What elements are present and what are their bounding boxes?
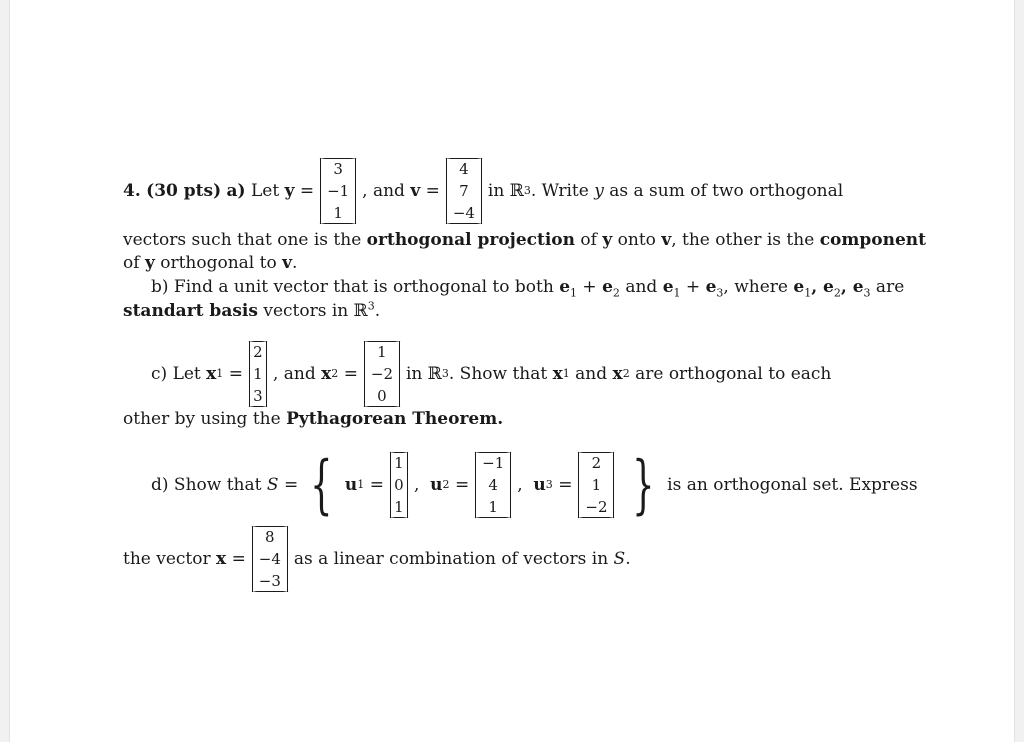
matrix-entry: 8 [265, 528, 275, 546]
var-S: S [613, 549, 626, 569]
var-S: S [266, 475, 279, 495]
var-y: y [144, 253, 155, 273]
matrix-entry: 7 [459, 182, 469, 200]
text: in [487, 181, 505, 201]
text: , where [723, 277, 788, 297]
subscript: 1 [673, 286, 681, 300]
subscript: 2 [612, 286, 620, 300]
equals: = [454, 475, 470, 495]
var-u: u [430, 475, 443, 495]
matrix-entry: 3 [253, 387, 263, 405]
var-e: e [705, 277, 717, 297]
text: Let [251, 181, 280, 201]
text: and [575, 364, 608, 384]
text: + [577, 277, 603, 297]
part-d-label: d) [151, 475, 169, 495]
text: is an orthogonal set. Express [667, 475, 918, 495]
matrix-x1 [249, 341, 267, 407]
part-d-line-2 [123, 521, 631, 597]
subscript: 3 [716, 286, 724, 300]
var-e: e [662, 277, 674, 297]
subscript: 1 [570, 286, 578, 300]
matrix-u3 [578, 452, 614, 518]
text: as a sum of two orthogonal [609, 181, 844, 201]
matrix-entry: 0 [377, 387, 387, 405]
var-v: v [282, 253, 293, 273]
matrix-entry: −4 [258, 550, 281, 568]
matrix-entry: 1 [377, 343, 387, 361]
comma: , [517, 475, 523, 495]
right-brace: } [632, 448, 655, 522]
matrix-entry: 1 [333, 204, 343, 222]
matrix-entry: 1 [488, 498, 498, 516]
equals: = [343, 364, 358, 384]
text: vectors in [263, 301, 349, 321]
matrix-entry: 1 [394, 498, 404, 516]
matrix-entry: 4 [459, 160, 469, 178]
text: , and [362, 181, 405, 201]
var-y: y [284, 181, 295, 201]
text: are [870, 277, 905, 297]
real-numbers-symbol: ℝ [427, 364, 442, 384]
var-u: u [344, 475, 358, 495]
part-a-line-1: 4. (30 pts) a) Let y = 3 −1 1 , and v = 4 7 −4 in ℝ 3 . Write y as a sum of two orthogonal [123, 160, 844, 222]
text: as a linear combination of vectors in [293, 549, 609, 569]
var-e: , e [840, 277, 864, 297]
var-y: y [602, 230, 613, 250]
matrix-entry: −2 [585, 498, 608, 516]
exponent: 3 [367, 299, 375, 313]
var-x: x [321, 364, 332, 384]
left-frame [0, 0, 10, 742]
text: . Write [530, 181, 589, 201]
matrix-u1 [390, 452, 408, 518]
matrix-x2 [364, 341, 400, 407]
var-v: v [410, 181, 421, 201]
part-d-line-1: d) Show that S = { u 1 = 1 0 1 , u 2 = −1 4 1 , u 3 = 2 1 −2 } is an orthogonal set. Express [151, 448, 918, 522]
part-b-line-1 [151, 276, 904, 298]
var-x: x [216, 549, 227, 569]
bold-term: component [819, 230, 926, 250]
part-c-label: c) [151, 364, 168, 384]
subscript: 1 [804, 286, 812, 300]
text: . [292, 253, 298, 273]
matrix-entry: −3 [258, 572, 281, 590]
real-numbers-symbol: ℝ [353, 301, 368, 321]
text: , and [272, 364, 316, 384]
right-frame [1014, 0, 1024, 742]
var-e: e [559, 277, 571, 297]
var-x: x [552, 364, 563, 384]
part-b-label: b) [151, 277, 169, 297]
part-c-line-2 [123, 408, 503, 430]
text: . [625, 549, 631, 569]
text: vectors such that one is the [123, 230, 362, 250]
matrix-entry: −1 [327, 182, 350, 200]
var-y-italic: y [594, 181, 604, 201]
problem-number: 4. [123, 181, 141, 201]
text: in [405, 364, 423, 384]
matrix-y [320, 158, 356, 224]
text: Show that [173, 475, 262, 495]
matrix-entry: 1 [253, 365, 263, 383]
real-numbers-symbol: ℝ [509, 181, 524, 201]
comma: , [413, 475, 420, 495]
matrix-u2 [475, 452, 511, 518]
equals: = [558, 475, 573, 495]
text: orthogonal to [160, 253, 277, 273]
text: + [680, 277, 706, 297]
text: , the other is the [671, 230, 815, 250]
matrix-entry: 2 [253, 343, 263, 361]
equals: = [369, 475, 384, 495]
subscript: 2 [833, 286, 841, 300]
bold-term: orthogonal projection [366, 230, 576, 250]
bold-term: standart basis [123, 301, 258, 321]
equals: = [425, 181, 440, 201]
part-a-line-3 [123, 252, 297, 274]
part-a-label: a) [226, 181, 246, 201]
subscript: 3 [863, 286, 871, 300]
var-e: , e [811, 277, 834, 297]
matrix-entry: −4 [452, 204, 475, 222]
text: onto [617, 230, 656, 250]
matrix-x [252, 526, 288, 592]
matrix-v [446, 158, 482, 224]
part-a-line-2 [123, 229, 926, 251]
var-v: v [661, 230, 672, 250]
part-b-line-2 [123, 300, 380, 322]
var-x: x [612, 364, 623, 384]
text: other by using the [123, 409, 281, 429]
matrix-entry: 1 [394, 454, 404, 472]
var-x: x [206, 364, 217, 384]
equals: = [231, 549, 246, 569]
text: of [580, 230, 597, 250]
matrix-entry: 3 [333, 160, 343, 178]
left-brace: { [310, 448, 333, 522]
text: Find a unit vector that is orthogonal to both [173, 277, 554, 297]
text: Let [172, 364, 201, 384]
points-label: (30 pts) [146, 181, 222, 201]
text: the vector [123, 549, 211, 569]
var-u: u [533, 475, 546, 495]
equals: = [228, 364, 243, 384]
matrix-entry: 0 [394, 476, 404, 494]
var-e: e [793, 277, 805, 297]
part-c-line-1: c) Let x 1 = 2 1 3 , and x 2 = 1 −2 0 in ℝ 3 . Show that x 1 and x 2 are orthogonal to each [151, 343, 832, 405]
text: and [619, 277, 663, 297]
equals: = [299, 181, 315, 201]
equals: = [283, 475, 299, 495]
bold-term: Pythagorean Theorem. [286, 409, 504, 429]
var-e: e [602, 277, 613, 297]
text: . [374, 301, 381, 321]
matrix-entry: 4 [488, 476, 498, 494]
matrix-entry: 1 [591, 476, 602, 494]
matrix-entry: −2 [370, 365, 393, 383]
text: are orthogonal to each [635, 364, 832, 384]
text: . Show that [448, 364, 548, 384]
matrix-entry: −1 [482, 454, 505, 472]
text: of [123, 253, 140, 273]
matrix-entry: 2 [591, 454, 602, 472]
